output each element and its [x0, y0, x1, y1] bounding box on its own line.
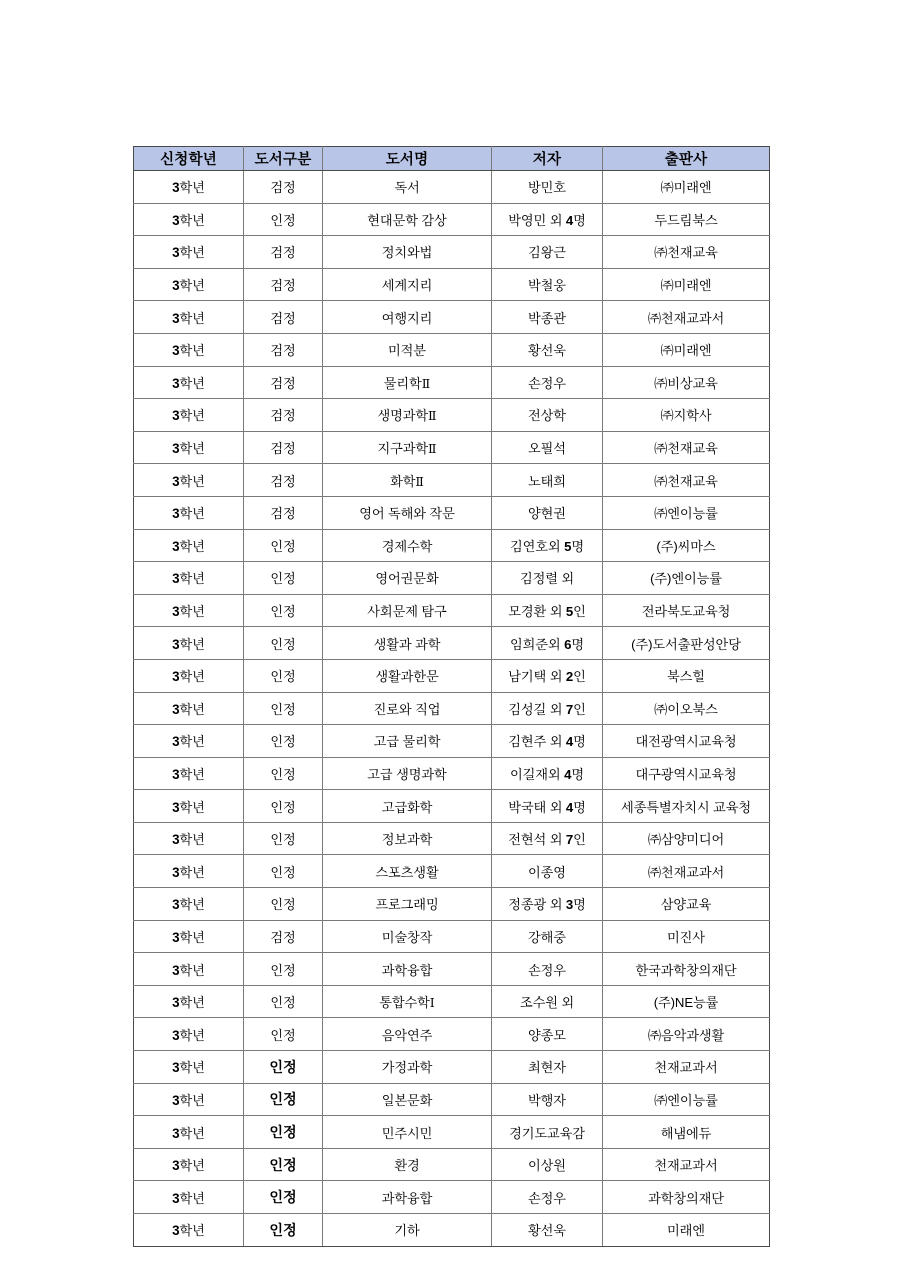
table-row [134, 236, 770, 269]
cell-grade: 3학년 [134, 1051, 244, 1084]
cell-kind: 인정 [244, 953, 323, 986]
cell-title: 음악연주 [323, 1018, 492, 1051]
table-row [134, 790, 770, 823]
cell-publisher: ㈜지학사 [603, 399, 770, 432]
cell-title: 과학융합 [323, 953, 492, 986]
cell-title: 생활과 과학 [323, 627, 492, 660]
cell-author: 손정우 [492, 366, 603, 399]
cell-publisher: 대전광역시교육청 [603, 725, 770, 758]
cell-grade: 3학년 [134, 757, 244, 790]
cell-publisher: 미래엔 [603, 1214, 770, 1247]
table-row [134, 659, 770, 692]
cell-publisher: 세종특별자치시 교육청 [603, 790, 770, 823]
cell-kind: 인정 [244, 757, 323, 790]
cell-title: 기하 [323, 1214, 492, 1247]
table-row [134, 301, 770, 334]
table-row [134, 953, 770, 986]
cell-author: 이상원 [492, 1148, 603, 1181]
cell-kind: 인정 [244, 1018, 323, 1051]
cell-author: 양종모 [492, 1018, 603, 1051]
cell-title: 사회문제 탐구 [323, 594, 492, 627]
cell-kind: 인정 [244, 594, 323, 627]
cell-publisher: ㈜비상교육 [603, 366, 770, 399]
cell-kind: 인정 [244, 659, 323, 692]
cell-author: 조수원 외 [492, 985, 603, 1018]
cell-author: 임희준외 6명 [492, 627, 603, 660]
cell-publisher: ㈜천재교과서 [603, 855, 770, 888]
cell-kind: 검정 [244, 301, 323, 334]
table-row [134, 431, 770, 464]
cell-grade: 3학년 [134, 953, 244, 986]
cell-title: 생명과학Ⅱ [323, 399, 492, 432]
cell-publisher: 한국과학창의재단 [603, 953, 770, 986]
table-row [134, 888, 770, 921]
cell-publisher: (주)엔이능률 [603, 562, 770, 595]
table-row [134, 399, 770, 432]
cell-publisher: ㈜삼양미디어 [603, 822, 770, 855]
cell-publisher: ㈜이오북스 [603, 692, 770, 725]
cell-publisher: (주)씨마스 [603, 529, 770, 562]
cell-author: 전상학 [492, 399, 603, 432]
table-row [134, 529, 770, 562]
cell-kind: 검정 [244, 399, 323, 432]
column-header-title: 도서명 [323, 147, 492, 171]
cell-title: 미적분 [323, 333, 492, 366]
cell-kind: 인정 [244, 725, 323, 758]
cell-kind: 인정 [244, 1214, 323, 1247]
cell-publisher: 천재교과서 [603, 1051, 770, 1084]
cell-grade: 3학년 [134, 431, 244, 464]
table-row [134, 725, 770, 758]
cell-kind: 검정 [244, 366, 323, 399]
cell-title: 민주시민 [323, 1116, 492, 1149]
cell-kind: 인정 [244, 822, 323, 855]
cell-publisher: 북스힐 [603, 659, 770, 692]
cell-kind: 인정 [244, 1083, 323, 1116]
cell-kind: 검정 [244, 333, 323, 366]
cell-publisher: ㈜엔이능률 [603, 1083, 770, 1116]
cell-author: 황선욱 [492, 1214, 603, 1247]
table-header [134, 147, 770, 171]
cell-author: 강해중 [492, 920, 603, 953]
book-request-table [133, 146, 770, 1247]
cell-author: 박행자 [492, 1083, 603, 1116]
cell-author: 김연호외 5명 [492, 529, 603, 562]
table-row [134, 1116, 770, 1149]
cell-publisher: ㈜미래엔 [603, 268, 770, 301]
table-row [134, 562, 770, 595]
cell-kind: 검정 [244, 268, 323, 301]
cell-title: 세계지리 [323, 268, 492, 301]
cell-grade: 3학년 [134, 920, 244, 953]
cell-author: 양현권 [492, 496, 603, 529]
table-header-row [134, 147, 770, 171]
cell-publisher: 삼양교육 [603, 888, 770, 921]
cell-author: 이길재외 4명 [492, 757, 603, 790]
cell-author: 이종영 [492, 855, 603, 888]
cell-grade: 3학년 [134, 301, 244, 334]
cell-title: 미술창작 [323, 920, 492, 953]
table-row [134, 1018, 770, 1051]
cell-author: 박국태 외 4명 [492, 790, 603, 823]
cell-grade: 3학년 [134, 268, 244, 301]
column-header-author: 저자 [492, 147, 603, 171]
table-body [134, 171, 770, 1247]
cell-grade: 3학년 [134, 366, 244, 399]
cell-author: 최현자 [492, 1051, 603, 1084]
cell-author: 경기도교육감 [492, 1116, 603, 1149]
cell-author: 박종관 [492, 301, 603, 334]
cell-author: 김왕근 [492, 236, 603, 269]
cell-title: 환경 [323, 1148, 492, 1181]
cell-title: 정보과학 [323, 822, 492, 855]
cell-title: 생활과한문 [323, 659, 492, 692]
table-row [134, 692, 770, 725]
cell-kind: 인정 [244, 790, 323, 823]
cell-grade: 3학년 [134, 627, 244, 660]
cell-publisher: 전라북도교육청 [603, 594, 770, 627]
cell-grade: 3학년 [134, 692, 244, 725]
table-row [134, 268, 770, 301]
cell-title: 지구과학Ⅱ [323, 431, 492, 464]
cell-grade: 3학년 [134, 529, 244, 562]
cell-kind: 검정 [244, 496, 323, 529]
cell-title: 영어권문화 [323, 562, 492, 595]
cell-grade: 3학년 [134, 1214, 244, 1247]
cell-grade: 3학년 [134, 790, 244, 823]
cell-grade: 3학년 [134, 562, 244, 595]
cell-publisher: (주)NE능률 [603, 985, 770, 1018]
cell-kind: 인정 [244, 985, 323, 1018]
cell-kind: 인정 [244, 203, 323, 236]
cell-author: 정종광 외 3명 [492, 888, 603, 921]
cell-kind: 검정 [244, 920, 323, 953]
cell-grade: 3학년 [134, 1018, 244, 1051]
table-row [134, 333, 770, 366]
cell-title: 영어 독해와 작문 [323, 496, 492, 529]
cell-kind: 검정 [244, 236, 323, 269]
cell-title: 고급화학 [323, 790, 492, 823]
cell-kind: 인정 [244, 1051, 323, 1084]
cell-grade: 3학년 [134, 594, 244, 627]
cell-kind: 검정 [244, 431, 323, 464]
cell-title: 화학Ⅱ [323, 464, 492, 497]
cell-kind: 인정 [244, 562, 323, 595]
cell-author: 남기택 외 2인 [492, 659, 603, 692]
table-row [134, 757, 770, 790]
table-row [134, 822, 770, 855]
cell-kind: 인정 [244, 888, 323, 921]
cell-grade: 3학년 [134, 725, 244, 758]
cell-title: 프로그래밍 [323, 888, 492, 921]
cell-title: 진로와 직업 [323, 692, 492, 725]
cell-author: 모경환 외 5인 [492, 594, 603, 627]
table-row [134, 496, 770, 529]
cell-author: 황선욱 [492, 333, 603, 366]
table-row [134, 366, 770, 399]
column-header-grade: 신청학년 [134, 147, 244, 171]
table-row [134, 171, 770, 204]
cell-title: 독서 [323, 171, 492, 204]
cell-author: 김성길 외 7인 [492, 692, 603, 725]
cell-kind: 인정 [244, 692, 323, 725]
cell-title: 여행지리 [323, 301, 492, 334]
cell-title: 정치와법 [323, 236, 492, 269]
table-row [134, 203, 770, 236]
table-row [134, 464, 770, 497]
cell-title: 과학융합 [323, 1181, 492, 1214]
cell-publisher: ㈜천재교육 [603, 236, 770, 269]
cell-author: 박영민 외 4명 [492, 203, 603, 236]
cell-kind: 인정 [244, 529, 323, 562]
cell-grade: 3학년 [134, 855, 244, 888]
cell-author: 박철웅 [492, 268, 603, 301]
cell-kind: 인정 [244, 1181, 323, 1214]
cell-publisher: 두드림북스 [603, 203, 770, 236]
cell-publisher: ㈜천재교육 [603, 464, 770, 497]
cell-author: 방민호 [492, 171, 603, 204]
cell-title: 스포츠생활 [323, 855, 492, 888]
cell-title: 일본문화 [323, 1083, 492, 1116]
cell-kind: 검정 [244, 464, 323, 497]
cell-publisher: ㈜천재교과서 [603, 301, 770, 334]
table-row [134, 1051, 770, 1084]
table-row [134, 920, 770, 953]
table-row [134, 1181, 770, 1214]
cell-author: 노태희 [492, 464, 603, 497]
table-row [134, 855, 770, 888]
cell-grade: 3학년 [134, 822, 244, 855]
cell-grade: 3학년 [134, 236, 244, 269]
cell-grade: 3학년 [134, 333, 244, 366]
table-row [134, 594, 770, 627]
cell-publisher: ㈜미래엔 [603, 171, 770, 204]
cell-grade: 3학년 [134, 1181, 244, 1214]
cell-author: 김현주 외 4명 [492, 725, 603, 758]
cell-publisher: 과학창의재단 [603, 1181, 770, 1214]
cell-grade: 3학년 [134, 203, 244, 236]
cell-title: 가정과학 [323, 1051, 492, 1084]
cell-grade: 3학년 [134, 1148, 244, 1181]
cell-kind: 인정 [244, 1116, 323, 1149]
cell-kind: 인정 [244, 627, 323, 660]
cell-title: 현대문학 감상 [323, 203, 492, 236]
cell-author: 손정우 [492, 953, 603, 986]
table-row [134, 1148, 770, 1181]
cell-grade: 3학년 [134, 1116, 244, 1149]
cell-title: 통합수학Ⅰ [323, 985, 492, 1018]
cell-title: 물리학Ⅱ [323, 366, 492, 399]
cell-grade: 3학년 [134, 659, 244, 692]
cell-title: 경제수학 [323, 529, 492, 562]
cell-publisher: 대구광역시교육청 [603, 757, 770, 790]
table-row [134, 1083, 770, 1116]
cell-grade: 3학년 [134, 496, 244, 529]
column-header-publisher: 출판사 [603, 147, 770, 171]
book-request-table-wrapper [133, 146, 769, 1247]
column-header-kind: 도서구분 [244, 147, 323, 171]
cell-grade: 3학년 [134, 171, 244, 204]
table-row [134, 985, 770, 1018]
cell-grade: 3학년 [134, 985, 244, 1018]
cell-author: 전현석 외 7인 [492, 822, 603, 855]
cell-publisher: 천재교과서 [603, 1148, 770, 1181]
cell-author: 김정렬 외 [492, 562, 603, 595]
cell-publisher: 해냄에듀 [603, 1116, 770, 1149]
cell-grade: 3학년 [134, 888, 244, 921]
cell-kind: 검정 [244, 171, 323, 204]
cell-publisher: 미진사 [603, 920, 770, 953]
cell-publisher: ㈜음악과생활 [603, 1018, 770, 1051]
cell-author: 손정우 [492, 1181, 603, 1214]
cell-title: 고급 생명과학 [323, 757, 492, 790]
cell-title: 고급 물리학 [323, 725, 492, 758]
table-row [134, 1214, 770, 1247]
cell-publisher: (주)도서출판성안당 [603, 627, 770, 660]
cell-grade: 3학년 [134, 399, 244, 432]
cell-kind: 인정 [244, 855, 323, 888]
cell-publisher: ㈜미래엔 [603, 333, 770, 366]
cell-author: 오필석 [492, 431, 603, 464]
cell-grade: 3학년 [134, 1083, 244, 1116]
cell-grade: 3학년 [134, 464, 244, 497]
cell-publisher: ㈜천재교육 [603, 431, 770, 464]
table-row [134, 627, 770, 660]
cell-kind: 인정 [244, 1148, 323, 1181]
cell-publisher: ㈜엔이능률 [603, 496, 770, 529]
